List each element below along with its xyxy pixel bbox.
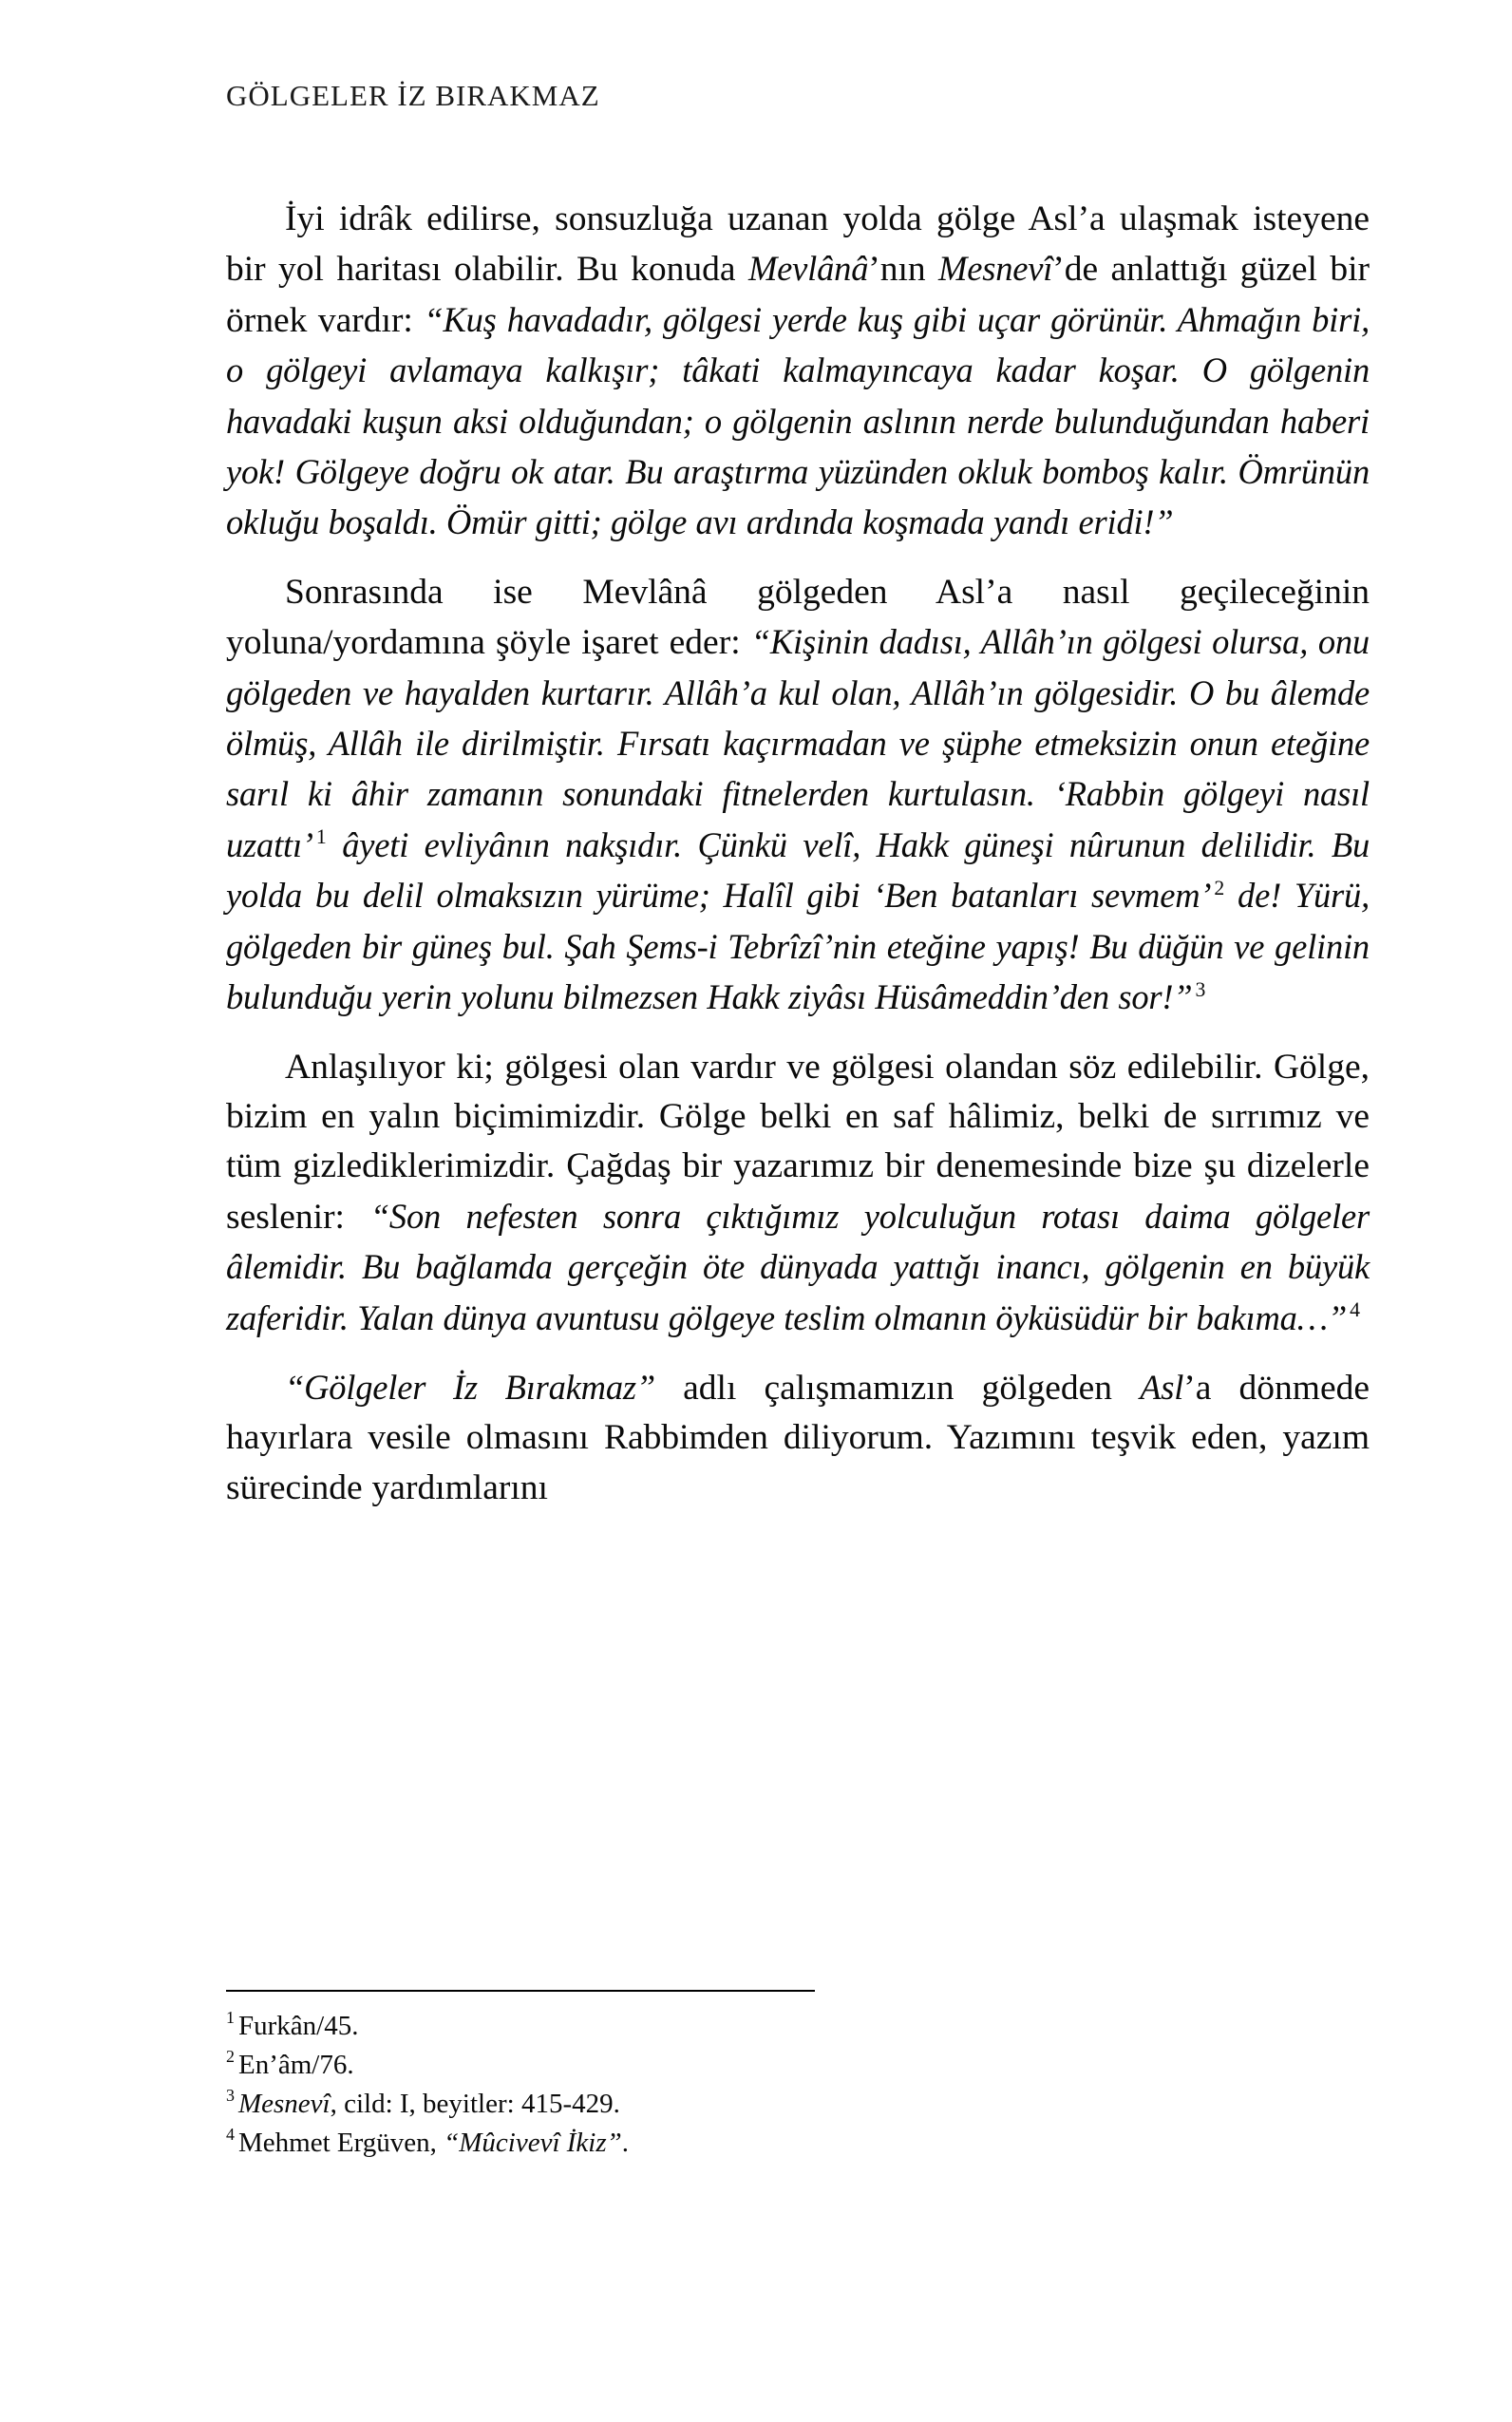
paragraph-4 <box>226 1363 1370 1513</box>
footnote-text-run: En’âm/76. <box>237 2050 354 2080</box>
italic-run: “Kişinin dadısı, Allâh’ın gölgesi olursa, onu gölgeden ve hayalden kurtarır. Allâh’a kul olan, Allâh’ın gölgesidir. O bu âlemde ölmüş, Allâh ile dirilmiştir. Fırsatı kaçırmadan ve şüphe etmeksizin onun eteğine sarıl ki âhir zamanın sonundaki fitnelerden kurtulasın. ‘Rabbin gölgeyi nasıl uzattı’ <box>226 622 1370 864</box>
footnote-number: 1 <box>226 2008 235 2028</box>
text-run: İyi idrâk edilirse, sonsuzluğa uzanan yolda gölge Asl’a ulaşmak isteyene bir yol haritası olabilir. Bu konuda <box>226 199 1370 290</box>
running-head: GÖLGELER İZ BIRAKMAZ <box>226 79 600 112</box>
footnote-reference: 2 <box>1214 876 1225 899</box>
footnote-reference: 4 <box>1350 1298 1360 1322</box>
footnote-number: 4 <box>226 2125 235 2145</box>
italic-run: Mevlânâ <box>747 249 869 289</box>
paragraph-1 <box>226 195 1370 549</box>
italic-run: Mesnevî <box>938 249 1053 289</box>
italic-run: Asl <box>1140 1367 1184 1407</box>
footnote-text-run: , cild: I, beyitler: 415-429. <box>330 2089 620 2119</box>
footnote-item <box>226 2046 1370 2085</box>
italic-run: âyeti evliyânın nakşıdır. Çünkü velî, Hakk güneşi nûrunun delilidir. Bu yolda bu delil olmaksızın yürüme; Halîl gibi ‘Ben batanları sevmem’ <box>226 824 1370 916</box>
footnote-reference: 3 <box>1195 977 1206 1001</box>
footnote-text-run: . <box>621 2128 629 2158</box>
footnote-reference: 1 <box>315 825 327 849</box>
italic-run: “Son nefesten sonra çıktığımız yolculuğun rotası daima gölgeler âlemidir. Bu bağlamda gerçeğin öte dünyada yattığı inancı, gölgenin en büyük zaferidir. Yalan dünya avuntusu gölgeye teslim olmanın öyküsüdür bir bakıma…” <box>226 1196 1370 1337</box>
text-run: Anlaşılıyor ki; gölgesi olan vardır ve gölgesi olandan söz edilebilir. Gölge, bizim en yalın biçimimizdir. Gölge belki en saf hâlimiz, belki de sırrımız ve tüm gizlediklerimizdir. Çağdaş bir yazarımız bir denemesinde bize şu dizelerle seslenir: <box>226 1047 1370 1237</box>
body-text-column <box>226 195 1370 1513</box>
text-run: adlı çalışmamızın gölgeden <box>655 1368 1141 1408</box>
footnote-area <box>226 1990 1370 2163</box>
italic-run: “Kuş havadadır, gölgesi yerde kuş gibi uçar görünür. Ahmağın biri, o gölgeyi avlamaya kalkışır; tâkati kalmayıncaya kadar koşar. O gölgenin havadaki kuşun aksi olduğundan; o gölgenin aslının nerde bulunduğundan haberi yok! Gölgeye doğru ok atar. Bu araştırma yüzünden okluk bomboş kalır. Ömrünün okluğu boşaldı. Ömür gitti; gölge avı ardında koşmada yandı eridi!” <box>226 299 1370 542</box>
text-run: ’nın <box>868 250 939 290</box>
footnote-item <box>226 2124 1370 2163</box>
footnote-item <box>226 2007 1370 2046</box>
italic-run: “Gölgeler İz Bırakmaz” <box>285 1367 655 1407</box>
paragraph-2 <box>226 568 1370 1024</box>
paragraph-3 <box>226 1043 1370 1344</box>
footnote-item <box>226 2085 1370 2124</box>
text-run: Sonrasında ise Mevlânâ gölgeden Asl’a nasıl geçileceğinin yoluna/yordamına şöyle işaret eder: <box>226 572 1370 663</box>
text-run: ’a dönmede hayırlara vesile olmasını Rabbimden diliyorum. Yazımını teşvik eden, yazım sürecinde yardımlarını <box>226 1368 1370 1507</box>
footnote-number: 3 <box>226 2086 235 2106</box>
footnote-text-run: Furkân/45. <box>237 2011 359 2041</box>
italic-run: de! Yürü, gölgeden bir güneş bul. Şah Şems-i Tebrîzî’nin eteğine yapış! Bu düğün ve gelinin bulunduğu yerin yolunu bilmezsen Hakk ziyâsı Hüsâmeddin’den sor!” <box>226 876 1370 1017</box>
footnote-text-run: Mehmet Ergüven, <box>237 2128 444 2158</box>
footnote-separator-rule <box>226 1990 815 1992</box>
footnote-italic-run: “Mûcivevî İkiz” <box>444 2128 622 2158</box>
footnote-number: 2 <box>226 2047 235 2067</box>
text-run: ’de anlattığı güzel bir örnek vardır: <box>226 250 1370 340</box>
footnote-italic-run: Mesnevî <box>237 2089 331 2119</box>
